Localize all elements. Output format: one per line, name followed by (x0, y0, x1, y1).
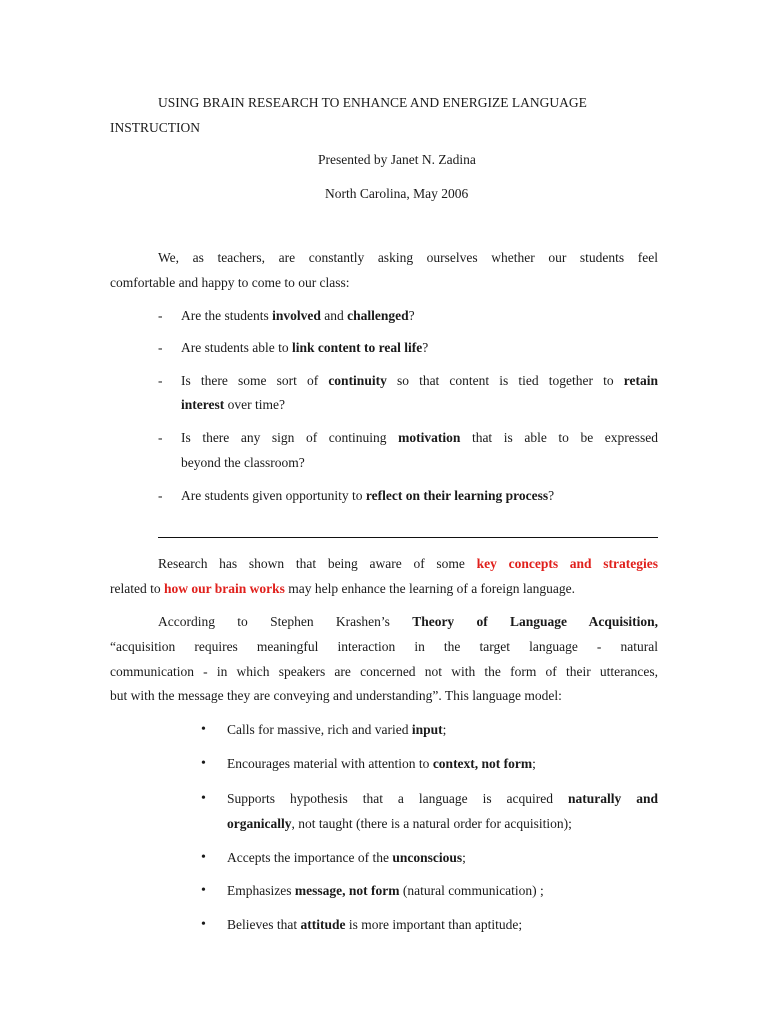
text-run: may help enhance the learning of a foreign language. (284, 581, 576, 596)
bold-emphasis: message, not form (294, 883, 400, 898)
bullet-item-3-line-2 (227, 815, 658, 833)
text-run: Believes that (227, 917, 301, 932)
red-emphasis: key concepts and strategies (476, 556, 658, 571)
bold-emphasis: link content to real life (291, 340, 423, 355)
bullet-mark: • (201, 850, 206, 865)
text-run: related to (110, 581, 164, 596)
text-run: and (320, 308, 348, 323)
question-1 (181, 307, 658, 325)
bullet-item-2 (227, 755, 658, 773)
krashen-line-3 (110, 663, 658, 681)
bullet-mark: • (201, 756, 206, 771)
text-run: ; (532, 756, 536, 771)
text-run: ? (408, 308, 415, 323)
text-run: , not taught (there is a natural order for acquisition); (291, 816, 572, 831)
question-dash: - (158, 488, 163, 503)
bold-emphasis: naturally and (568, 791, 658, 806)
text-run: beyond the classroom? (181, 455, 305, 470)
text-run: ? (422, 340, 429, 355)
bullet-mark: • (201, 883, 206, 898)
bold-emphasis: continuity (328, 373, 387, 388)
bold-emphasis: interest (181, 397, 225, 412)
title-line-2: INSTRUCTION (110, 120, 200, 135)
research-line-2 (110, 580, 575, 598)
research-line-1 (158, 555, 658, 573)
question-dash: - (158, 308, 163, 323)
text-run: but with the message they are conveying and understanding”. This language model: (110, 688, 562, 703)
question-dash: - (158, 340, 163, 355)
text-run: (natural communication) ; (399, 883, 544, 898)
bullet-item-5 (227, 882, 658, 900)
bullet-mark: • (201, 917, 206, 932)
text-run: Is there any sign of continuing (181, 430, 399, 445)
red-emphasis: how our brain works (163, 581, 285, 596)
bold-emphasis: unconscious (392, 850, 463, 865)
krashen-line-1 (158, 613, 658, 631)
text-run: According to Stephen Krashen’s (158, 614, 413, 629)
text-run: over time? (224, 397, 285, 412)
question-dash: - (158, 430, 163, 445)
bullet-item-4 (227, 849, 658, 867)
bullet-item-3-line-1 (227, 790, 658, 808)
bold-emphasis: Theory of Language Acquisition, (412, 614, 658, 629)
text-run: Emphasizes (227, 883, 295, 898)
krashen-line-2 (110, 638, 658, 656)
bold-emphasis: retain (623, 373, 658, 388)
bold-emphasis: involved (272, 308, 321, 323)
location-date-line: North Carolina, May 2006 (325, 186, 469, 201)
horizontal-rule (158, 537, 658, 538)
text-run: that is able to be expressed (460, 430, 658, 445)
bullet-item-1 (227, 721, 658, 739)
text-run: ? (548, 488, 555, 503)
intro-line-1: We, as teachers, are constantly asking ourselves whether our students feel (158, 250, 658, 265)
bullet-mark: • (201, 791, 206, 806)
text-run: so that content is tied together to (386, 373, 624, 388)
text-run: Accepts the importance of the (227, 850, 393, 865)
bold-emphasis: organically (227, 816, 292, 831)
question-4-line-2 (181, 454, 658, 472)
question-3-line-2 (181, 396, 658, 414)
bold-emphasis: attitude (300, 917, 346, 932)
text-run: ; (462, 850, 466, 865)
text-run: “acquisition requires meaningful interaction in the target language - natural (110, 639, 658, 654)
bullet-mark: • (201, 722, 206, 737)
question-3-line-1 (181, 372, 658, 390)
presenter-line: Presented by Janet N. Zadina (318, 152, 476, 167)
bold-emphasis: reflect on their learning process (365, 488, 549, 503)
bold-emphasis: input (411, 722, 443, 737)
question-dash: - (158, 373, 163, 388)
text-run: Calls for massive, rich and varied (227, 722, 412, 737)
text-run: Are the students (181, 308, 273, 323)
text-run: Research has shown that being aware of some (158, 556, 477, 571)
text-run: Supports hypothesis that a language is acquired (227, 791, 568, 806)
bold-emphasis: context, not form (432, 756, 533, 771)
question-4-line-1 (181, 429, 658, 447)
bold-emphasis: motivation (398, 430, 461, 445)
krashen-line-4 (110, 687, 562, 705)
text-run: Is there some sort of (181, 373, 329, 388)
bullet-item-6 (227, 916, 658, 934)
title-line-1: USING BRAIN RESEARCH TO ENHANCE AND ENERGIZE LANGUAGE (158, 95, 587, 110)
question-5 (181, 487, 658, 505)
text-run: Encourages material with attention to (227, 756, 433, 771)
bold-emphasis: challenged (347, 308, 409, 323)
text-run: ; (442, 722, 447, 737)
text-run: is more important than aptitude; (345, 917, 523, 932)
intro-line-2: comfortable and happy to come to our class: (110, 275, 350, 290)
text-run: communication - in which speakers are concerned not with the form of their utterances, (110, 664, 658, 679)
question-2 (181, 339, 658, 357)
text-run: Are students able to (181, 340, 292, 355)
text-run: Are students given opportunity to (181, 488, 366, 503)
